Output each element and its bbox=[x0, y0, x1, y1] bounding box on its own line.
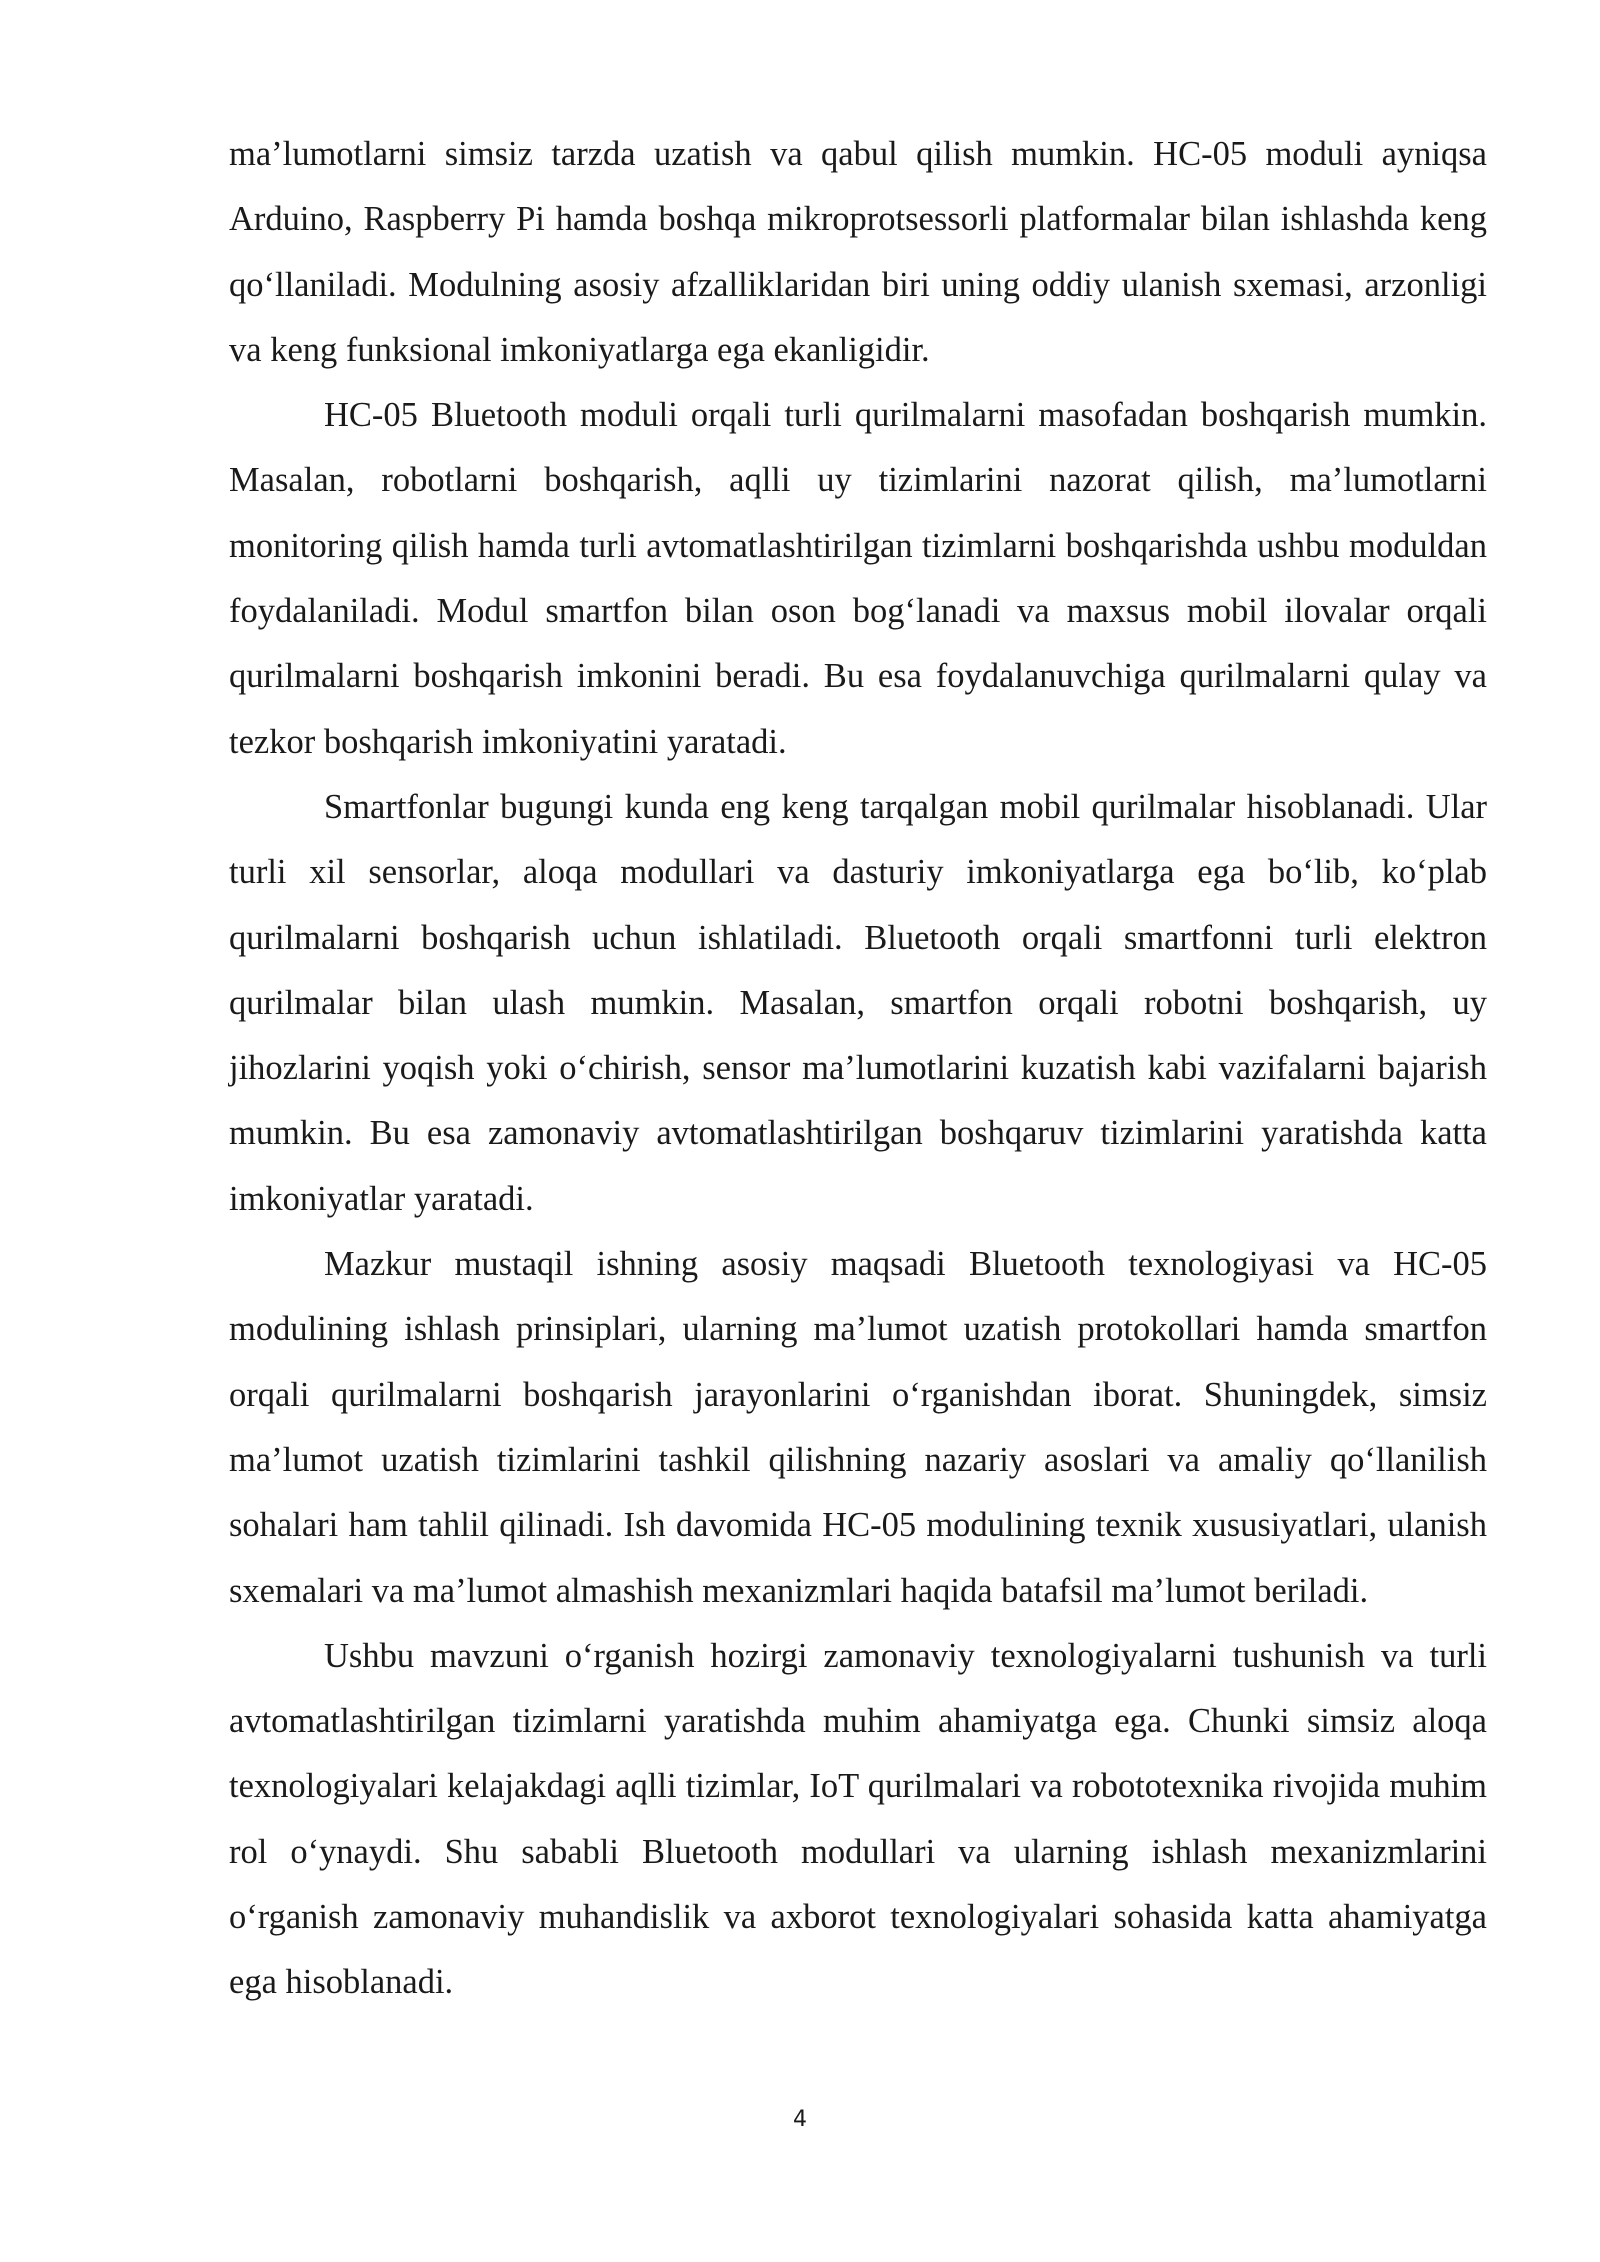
paragraph-hc05-control: HC-05 Bluetooth moduli orqali turli qurilmalarni masofadan boshqarish mumkin. Masalan, robotlarni boshqarish, aqlli uy tizimlarini nazorat qilish, ma’lumotlarni monitoring qilish hamda turli avtomatlashtirilgan tizimlarni boshqarishda ushbu moduldan foydalaniladi. Modul smartfon bilan oson bog‘lanadi va maxsus mobil ilovalar orqali qurilmalarni boshqarish imkonini beradi. Bu esa foydalanuvchiga qurilmalarni qulay va tezkor boshqarish imkoniyatini yaratadi. bbox=[229, 396, 1487, 761]
paragraph-importance: Ushbu mavzuni o‘rganish hozirgi zamonaviy texnologiyalarni tushunish va turli avtomatlashtirilgan tizimlarni yaratishda muhim ahamiyatga ega. Chunki simsiz aloqa texnologiyalari kelajakdagi aqlli tizimlar, IoT qurilmalari va robototexnika rivojida muhim rol o‘ynaydi. Shu sababli Bluetooth modullari va ularning ishlash mexanizmlarini o‘rganish zamonaviy muhandislik va axborot texnologiyalari sohasida katta ahamiyatga ega hisoblanadi. bbox=[229, 1636, 1487, 2002]
page-number: 4 bbox=[793, 2107, 807, 2132]
paragraph-smartphones: Smartfonlar bugungi kunda eng keng tarqalgan mobil qurilmalar hisoblanadi. Ular turli xil sensorlar, aloqa modullari va dasturiy imkoniyatlarga ega bo‘lib, ko‘plab qurilmalarni boshqarish uchun ishlatiladi. Bluetooth orqali smartfonni turli elektron qurilmalar bilan ulash mumkin. Masalan, smartfon orqali robotni boshqarish, uy jihozlarini yoqish yoki o‘chirish, sensor ma’lumotlarini kuzatish kabi vazifalarni bajarish mumkin. Bu esa zamonaviy avtomatlashtirilgan boshqaruv tizimlarini yaratishda katta imkoniyatlar yaratadi. bbox=[229, 787, 1487, 1218]
paragraph-goal: Mazkur mustaqil ishning asosiy maqsadi Bluetooth texnologiyasi va HC-05 modulining ishlash prinsiplari, ularning ma’lumot uzatish protokollari hamda smartfon orqali qurilmalarni boshqarish jarayonlarini o‘rganishdan iborat. Shuningdek, simsiz ma’lumot uzatish tizimlarini tashkil qilishning nazariy asoslari va amaliy qo‘llanilish sohalari ham tahlil qilinadi. Ish davomida HC-05 modulining texnik xususiyatlari, ulanish sxemalari va ma’lumot almashish mexanizmlari haqida batafsil ma’lumot beriladi. bbox=[229, 1245, 1487, 1610]
body-text bbox=[229, 122, 1487, 2016]
paragraph-continuation: ma’lumotlarni simsiz tarzda uzatish va qabul qilish mumkin. HC-05 moduli ayniqsa Arduino, Raspberry Pi hamda boshqa mikroprotsessorli platformalar bilan ishlashda keng qo‘llaniladi. Modulning asosiy afzalliklaridan biri uning oddiy ulanish sxemasi, arzonligi va keng funksional imkoniyatlarga ega ekanligidir. bbox=[229, 135, 1487, 369]
